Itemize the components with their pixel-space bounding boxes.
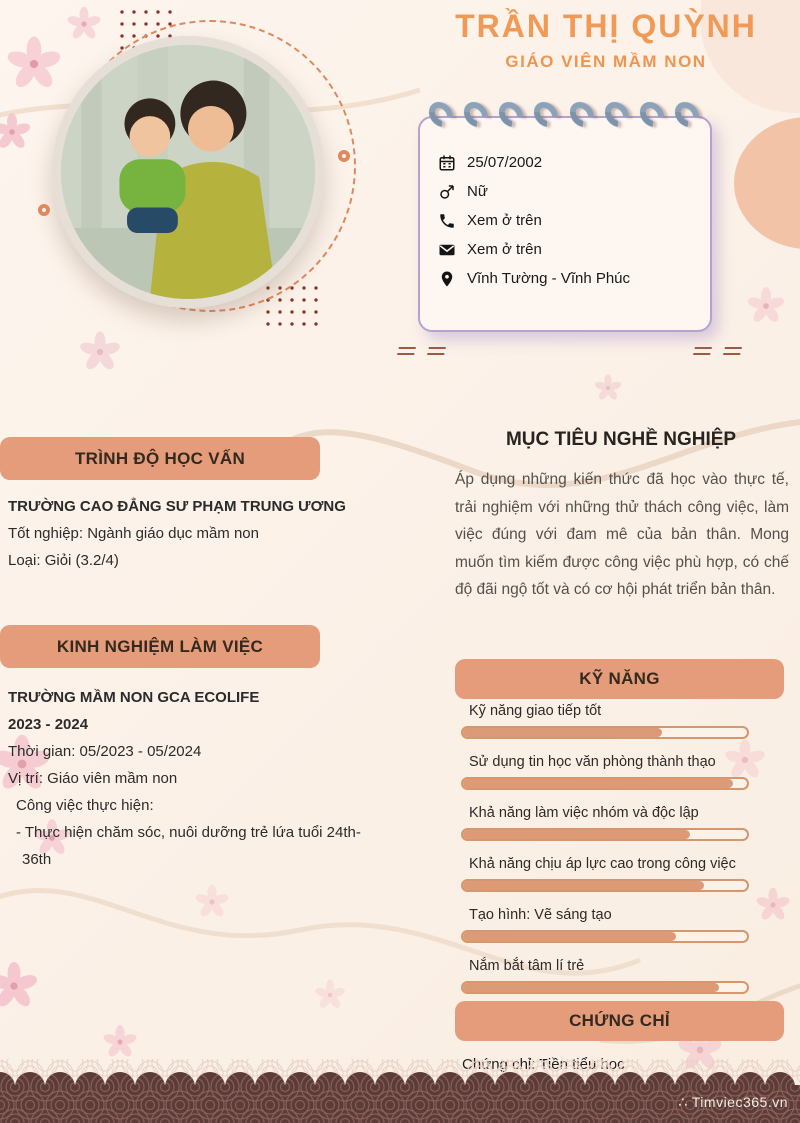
dash-decoration — [398, 347, 445, 355]
education-graduation: Tốt nghiệp: Ngành giáo dục mầm non — [8, 525, 259, 542]
binder-rings-decoration — [430, 101, 698, 128]
skills-heading-bar — [455, 659, 784, 699]
skill-label: Sử dụng tin học văn phòng thành thạo — [469, 754, 716, 770]
info-item-email — [430, 235, 700, 264]
skill-bar-fill — [463, 728, 662, 737]
certificate-text: Chứng chỉ: Tiền tiểu học — [462, 1056, 625, 1073]
skill-bar — [461, 930, 749, 943]
circle-accent-decoration — [338, 150, 350, 162]
gender-icon — [438, 183, 456, 201]
profile-photo — [52, 36, 324, 308]
experience-heading-bar — [0, 625, 320, 668]
info-item-address — [430, 264, 700, 293]
skill-bar-fill — [463, 983, 719, 992]
objective-body: Áp dụng những kiến thức đã học vào thực tế, trải nghiệm với những thử thách công việc, làm việc đúng với đam mê của bản thân. Mong muốn tìm kiếm được công việc phù hợp, có chế độ đãi ngộ tốt và có cơ hội phát triển bản thân. — [455, 471, 789, 598]
dash-mark — [427, 347, 446, 355]
binder-ring-icon — [459, 97, 493, 132]
skill-item — [455, 703, 787, 739]
peach-blob-decoration — [734, 117, 800, 249]
footer — [0, 1059, 800, 1123]
company-name: TRƯỜNG MẦM NON GCA ECOLIFE — [8, 689, 260, 706]
phone-value: Xem ở trên — [467, 212, 542, 229]
skill-label: Tạo hình: Vẽ sáng tạo — [469, 907, 612, 923]
portrait-image — [61, 45, 315, 299]
skill-bar-fill — [463, 932, 676, 941]
dash-mark — [723, 347, 742, 355]
gender-value: Nữ — [467, 183, 488, 200]
job-title: GIÁO VIÊN MẦM NON — [505, 52, 707, 71]
binder-ring-icon — [564, 97, 598, 132]
skill-label: Khả năng làm việc nhóm và độc lập — [469, 805, 699, 821]
experience-period: 2023 - 2024 — [8, 716, 89, 733]
skill-bar — [461, 879, 749, 892]
binder-ring-icon — [494, 97, 528, 132]
skill-label: Kỹ năng giao tiếp tốt — [469, 703, 602, 719]
school-name: TRƯỜNG CAO ĐẲNG SƯ PHẠM TRUNG ƯƠNG — [8, 498, 346, 515]
skills-list — [455, 703, 787, 1009]
candidate-name: TRẦN THỊ QUỲNH — [455, 8, 757, 44]
experience-task: - Thực hiện chăm sóc, nuôi dưỡng trẻ lứa tuổi 24th- — [16, 824, 361, 841]
phone-icon — [438, 212, 456, 230]
skill-label: Nắm bắt tâm lí trẻ — [469, 958, 585, 974]
skill-item — [455, 805, 787, 841]
certificate-heading: CHỨNG CHỈ — [569, 1011, 670, 1030]
header — [420, 8, 792, 72]
binder-ring-icon — [635, 97, 669, 132]
info-item-phone — [430, 206, 700, 235]
skill-bar-fill — [463, 830, 690, 839]
skill-item — [455, 907, 787, 943]
personal-info-card — [418, 116, 712, 332]
education-grade: Loại: Giỏi (3.2/4) — [8, 552, 119, 569]
skill-item — [455, 856, 787, 892]
experience-time: Thời gian: 05/2023 - 05/2024 — [8, 743, 202, 760]
wave-pattern-decoration — [0, 1059, 800, 1123]
skill-bar — [461, 828, 749, 841]
email-value: Xem ở trên — [467, 241, 542, 258]
skill-bar — [461, 777, 749, 790]
dash-decoration — [694, 347, 741, 355]
experience-section — [8, 688, 438, 877]
experience-heading: KINH NGHIỆM LÀM VIỆC — [56, 636, 264, 656]
address-value: Vĩnh Tường - Vĩnh Phúc — [467, 270, 631, 287]
binder-ring-icon — [600, 97, 634, 132]
skill-item — [455, 958, 787, 994]
site-watermark: ∴ Timviec365.vn — [678, 1094, 788, 1110]
dash-mark — [397, 347, 416, 355]
info-item-gender — [430, 177, 700, 206]
skill-item — [455, 754, 787, 790]
binder-ring-icon — [529, 97, 563, 132]
location-icon — [438, 270, 456, 288]
skill-bar — [461, 726, 749, 739]
experience-position: Vị trí: Giáo viên mầm non — [8, 770, 178, 787]
dob-value: 25/07/2002 — [467, 154, 543, 171]
skills-heading: KỸ NĂNG — [579, 669, 660, 688]
education-section — [8, 497, 428, 578]
info-item-dob — [430, 148, 700, 177]
experience-task-cont: 36th — [22, 851, 52, 868]
calendar-icon — [438, 154, 456, 172]
profile-photo-area — [46, 28, 356, 333]
email-icon — [438, 241, 456, 259]
certificate-heading-bar — [455, 1001, 784, 1041]
education-heading: TRÌNH ĐỘ HỌC VẤN — [74, 448, 246, 468]
experience-tasks-label: Công việc thực hiện: — [16, 797, 154, 814]
circle-accent-decoration — [38, 204, 50, 216]
dash-mark — [693, 347, 712, 355]
skill-bar-fill — [463, 779, 733, 788]
skill-bar — [461, 981, 749, 994]
objective-heading: MỤC TIÊU NGHỀ NGHIỆP — [505, 429, 737, 450]
education-heading-bar — [0, 437, 320, 480]
skill-bar-fill — [463, 881, 704, 890]
binder-ring-icon — [424, 97, 458, 132]
skill-label: Khả năng chịu áp lực cao trong công việc — [469, 856, 736, 872]
